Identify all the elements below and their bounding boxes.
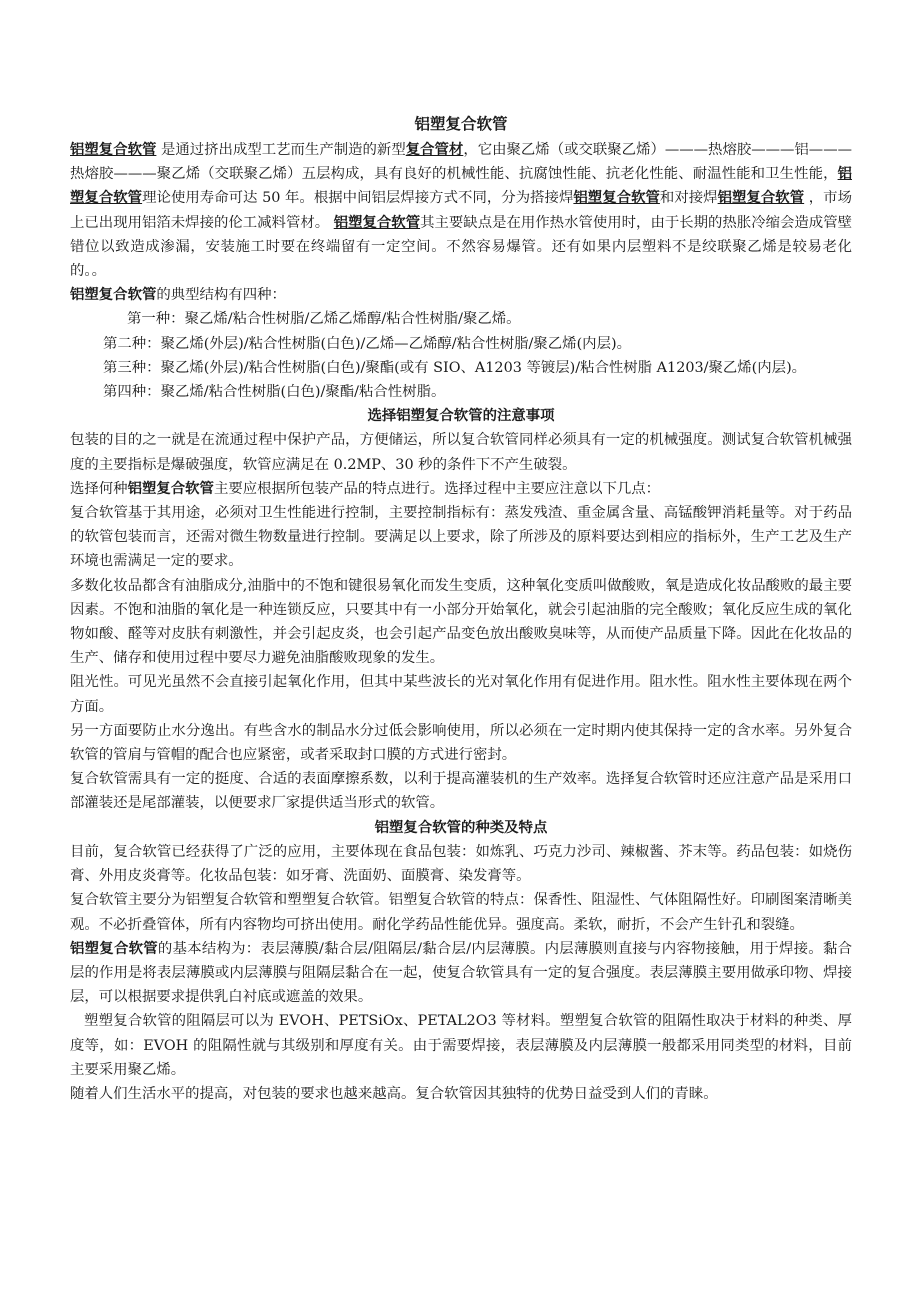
paragraph-text: 选择何种	[70, 480, 128, 497]
paragraph: 阻光性。可见光虽然不会直接引起氧化作用，但其中某些波长的光对氧化作用有促进作用。阻水性。阻水性主要体现在两个方面。	[70, 674, 852, 715]
structure-item-3: 第三种：聚乙烯(外层)/粘合性树脂(白色)/聚酯(或有 SIO、A1203 等镀层)/粘合性树脂 A1203/聚乙烯(内层)。	[103, 359, 807, 376]
keyword: 铝塑复合软管	[70, 286, 157, 304]
intro-text: 和对接焊	[659, 190, 718, 207]
intro-text: ，市场上已出现用铝箔未焊接的伦工减料管材。	[70, 190, 852, 231]
intro-text: 是通过挤出成型工艺而生产制造的新型	[156, 142, 406, 158]
structure-item-4: 第四种：聚乙烯/粘合性树脂(白色)/聚酯/粘合性树脂。	[103, 384, 446, 401]
paragraph: 塑塑复合软管的阻隔层可以为 EVOH、PETSiOx、PETAL2O3 等材料。塑塑复合软管的阻隔性取决于材料的种类、厚度等，如：EVOH 的阻隔性就与其级别和厚度有关。由于需要焊接，表层薄膜及内层薄膜一般都采用同类型的材料，目前主要采用聚乙烯。	[70, 1013, 852, 1078]
paragraph: 复合软管基于其用途，必须对卫生性能进行控制，主要控制指标有：蒸发残渣、重金属含量、高锰酸钾消耗量等。对于药品的软管包装而言，还需对微生物数量进行控制。要满足以上要求，除了所涉及的原料要达到相应的指标外，生产工艺及生产环境也需满足一定的要求。	[70, 505, 852, 570]
keyword-link[interactable]: 铝塑复合软管	[573, 189, 660, 207]
intro-text: 理论使用寿命可达 50 年。根据中间铝层焊接方式不同，分为搭接焊	[142, 190, 574, 207]
intro-paragraph	[70, 138, 852, 283]
paragraph: 随着人们生活水平的提高，对包装的要求也越来越高。复合软管因其独特的优势日益受到人们的青睐。	[70, 1085, 718, 1102]
section-heading-types: 铝塑复合软管的种类及特点	[374, 818, 548, 836]
intro-text: ，它由聚乙烯（或交联聚乙烯）———热熔胶———铝———热熔胶———聚乙烯（交联聚乙烯）五层构成，具有良好的机械性能、抗腐蚀性能、抗老化性能、耐温性能和卫生性能，	[70, 142, 852, 183]
structures-lead	[70, 283, 852, 307]
structure-item-1: 第一种：聚乙烯/粘合性树脂/乙烯乙烯醇/粘合性树脂/聚乙烯。	[127, 311, 521, 328]
paragraph: 目前，复合软管已经获得了广泛的应用，主要体现在食品包装：如炼乳、巧克力沙司、辣椒酱、芥末等。药品包装：如烧伤膏、外用皮炎膏等。化妆品包装：如牙膏、洗面奶、面膜膏、染发膏等。	[70, 843, 852, 885]
keyword: 铝塑复合软管	[127, 479, 214, 497]
keyword-link[interactable]: 铝塑复合软管	[717, 189, 805, 207]
document-title: 铝塑复合软管	[414, 114, 508, 133]
keyword-link[interactable]: 复合管材	[405, 141, 464, 158]
paragraph: 复合软管需具有一定的挺度、合适的表面摩擦系数，以利于提高灌装机的生产效率。选择复合软管时还应注意产品是采用口部灌装还是尾部灌装，以便要求厂家提供适当形式的软管。	[70, 771, 852, 812]
paragraph: 复合软管主要分为铝塑复合软管和塑塑复合软管。铝塑复合软管的特点：保香性、阻湿性、气体阻隔性好。印刷图案清晰美观。不必折叠管体，所有内容物均可挤出使用。耐化学药品性能优异。强度高。柔软，耐折，不会产生针孔和裂缝。	[70, 892, 852, 933]
keyword-link[interactable]: 铝塑复合软管	[70, 141, 157, 158]
paragraph: 多数化妆品都含有油脂成分,油脂中的不饱和键很易氧化而发生变质，这种氧化变质叫做酸败，氧是造成化妆品酸败的最主要因素。不饱和油脂的氧化是一种连锁反应，只要其中有一小部分开始氧化，就会引起油脂的完全酸败；氧化反应生成的氧化物如酸、醛等对皮肤有刺激性，并会引起皮炎，也会引起产品变色放出酸败臭味等，从而使产品质量下降。因此在化妆品的生产、储存和使用过程中要尽力避免油脂酸败现象的发生。	[70, 577, 852, 667]
structure-item-2: 第二种：聚乙烯(外层)/粘合性树脂(白色)/乙烯—乙烯醇/粘合性树脂/聚乙烯(内层)。	[103, 335, 631, 352]
paragraph-text: 的基本结构为：表层薄膜/黏合层/阻隔层/黏合层/内层薄膜。内层薄膜则直接与内容物接触，用于焊接。黏合层的作用是将表层薄膜或内层薄膜与阻隔层黏合在一起，使复合软管具有一定的复合强度。表层薄膜主要用做承印物、焊接层，可以根据要求提供乳白衬底或遮盖的效果。	[70, 940, 852, 1006]
section-heading-selection: 选择铝塑复合软管的注意事项	[367, 407, 555, 425]
keyword-link[interactable]: 铝塑复合软管	[70, 165, 852, 207]
paragraph-text: 主要应根据所包装产品的特点进行。选择过程中主要应注意以下几点：	[213, 480, 661, 497]
keyword-link[interactable]: 铝塑复合软管	[333, 213, 421, 231]
keyword: 铝塑复合软管	[70, 939, 158, 957]
paragraph	[70, 937, 852, 1010]
intro-text: 其主要缺点是在用作热水管使用时，由于长期的热胀冷缩会造成管壁错位以致造成渗漏，安装施工时要在终端留有一定空间。不然容易爆管。还有如果内层塑料不是绞联聚乙烯是较易老化的。。	[70, 214, 852, 280]
paragraph: 另一方面要防止水分逸出。有些含水的制品水分过低会影响使用，所以必须在一定时期内使其保持一定的含水率。另外复合软管的管肩与管帽的配合也应紧密，或者采取封口膜的方式进行密封。	[70, 722, 852, 764]
paragraph: 包装的目的之一就是在流通过程中保护产品，方便储运，所以复合软管同样必须具有一定的机械强度。测试复合软管机械强度的主要指标是爆破强度，软管应满足在 0.2MP、30 秒的条件下不产生破裂。	[70, 432, 852, 473]
structures-lead-text: 的典型结构有四种：	[156, 287, 286, 304]
paragraph	[70, 477, 852, 501]
document-page	[70, 112, 852, 1106]
